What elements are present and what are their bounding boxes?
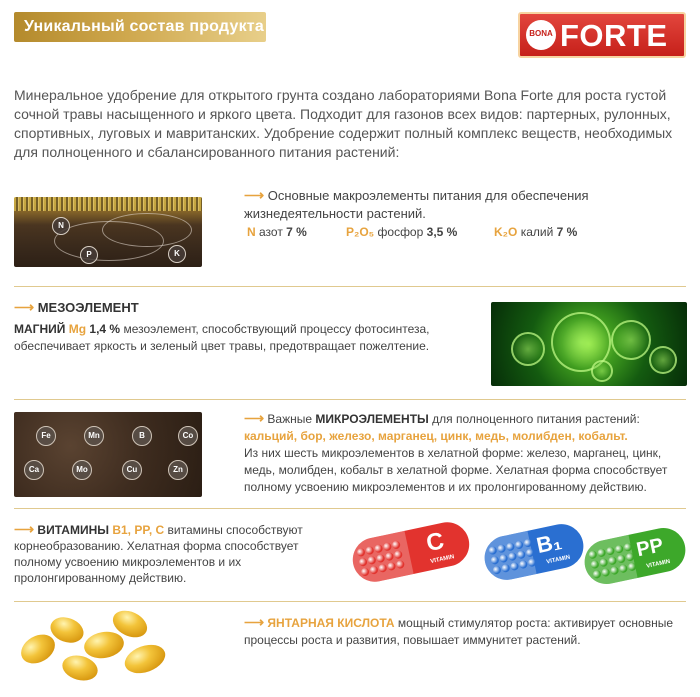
micro-node: B xyxy=(132,426,152,446)
section-divider xyxy=(14,601,686,602)
element-percent: 7 % xyxy=(556,225,578,239)
capsule-label: B₁ xyxy=(534,528,564,559)
capsule-label: C xyxy=(423,527,447,558)
cell-shape xyxy=(591,360,613,382)
meso-percent: 1,4 % xyxy=(89,322,121,336)
vitamins-text: витамины способствуют корнеобразованию. Хелатная форма способствует полному усвоению микроэлементов и их пролонгированному действию. xyxy=(14,523,303,585)
amber-capsule xyxy=(82,629,126,662)
element-percent: 3,5 % xyxy=(426,225,458,239)
micro-node: Zn xyxy=(168,460,188,480)
orbit-ring xyxy=(102,213,192,247)
amber-bold: ЯНТАРНАЯ КИСЛОТА xyxy=(267,616,395,630)
element-symbol: N xyxy=(247,225,256,239)
section-divider xyxy=(14,508,686,509)
capsule-vitamin-text: VITAMIN xyxy=(645,558,671,570)
capsule-vitamin-text: VITAMIN xyxy=(429,554,455,566)
meso-name: МАГНИЙ xyxy=(14,322,66,336)
section-divider xyxy=(14,286,686,287)
logo-forte-text: FORTE xyxy=(560,18,668,53)
section-divider xyxy=(14,399,686,400)
element-name: калий xyxy=(520,225,554,239)
vitamins-bold: ВИТАМИНЫ xyxy=(37,523,109,537)
cell-shape xyxy=(511,332,545,366)
arrow-icon: ⟶ xyxy=(244,187,265,203)
micro-list: кальций, бор, железо, марганец, цинк, медь, молибден, кобальт. xyxy=(244,429,628,443)
macro-heading-text: Основные макроэлементы питания для обеспечения жизнедеятельности растений. xyxy=(244,188,589,221)
logo-bona-text: BONA xyxy=(529,29,553,38)
element-symbol: K₂O xyxy=(494,225,518,239)
grass-strip xyxy=(14,197,202,211)
meso-body xyxy=(14,321,476,355)
soil-micro-image xyxy=(14,412,202,497)
vitamins-list: B1, PP, C xyxy=(112,523,165,537)
micro-node: Mo xyxy=(72,460,92,480)
bona-forte-logo xyxy=(518,12,686,58)
arrow-icon: ⟶ xyxy=(244,410,265,426)
macro-heading xyxy=(244,186,688,223)
capsule-bead xyxy=(525,548,534,557)
arrow-icon: ⟶ xyxy=(244,614,265,630)
amber-text: мощный стимулятор роста: активирует основные процессы роста и развития, повышает иммунитет растений. xyxy=(244,616,674,647)
micro-heading xyxy=(244,410,690,428)
capsule-bead xyxy=(523,538,532,547)
meso-title-text: МЕЗОЭЛЕМЕНТ xyxy=(37,300,139,315)
arrow-icon: ⟶ xyxy=(14,299,35,315)
micro-post: для полноценного питания растений: xyxy=(432,412,640,426)
element-name: азот xyxy=(259,225,283,239)
amber-acid-block xyxy=(244,614,690,649)
section-header-title: Уникальный состав продукта xyxy=(24,18,264,35)
vitamin-pp-capsule xyxy=(581,524,690,588)
macro-element-p xyxy=(346,225,457,239)
nutrient-node-p: P xyxy=(80,246,98,264)
vitamins-block xyxy=(14,521,344,586)
micro-node: Mn xyxy=(84,426,104,446)
cell-shape xyxy=(649,346,677,374)
section-header-banner xyxy=(14,12,266,42)
vitamin-b1-capsule xyxy=(481,520,588,584)
element-symbol: P₂O₅ xyxy=(346,225,375,239)
micro-block xyxy=(244,410,690,496)
vitamin-c-capsule xyxy=(349,518,474,586)
arrow-icon: ⟶ xyxy=(14,521,35,537)
capsule-label: PP xyxy=(634,534,666,562)
soil-roots-image xyxy=(14,197,202,267)
intro-paragraph: Минеральное удобрение для открытого грунта создано лабораториями Bona Forte для роста густой сочной травы насыщенного и яркого цвета. Подходит для газонов всех видов: партерных, рулонных, спортивных, луговых и мавританских. Удобрение содержит полный комплекс веществ, необходимых для полноценного и сбалансированного питания растений: xyxy=(14,87,673,160)
meso-symbol: Mg xyxy=(68,322,87,336)
macro-element-n xyxy=(247,225,307,239)
element-name: фосфор xyxy=(377,225,424,239)
capsule-vitamin-text: VITAMIN xyxy=(545,554,571,566)
micro-node: Co xyxy=(178,426,198,446)
element-percent: 7 % xyxy=(286,225,307,239)
micro-node: Ca xyxy=(24,460,44,480)
cell-shape xyxy=(611,320,651,360)
meso-title xyxy=(14,299,139,316)
green-cells-image xyxy=(491,302,687,386)
nutrient-node-k: K xyxy=(168,245,186,263)
meso-text: мезоэлемент, способствующий процессу фотосинтеза, обеспечивает яркость и зеленый цвет травы, предотвращает пожелтение. xyxy=(14,322,430,353)
micro-text: Из них шесть микроэлементов в хелатной форме: железо, марганец, цинк, медь, молибден, кобальт в хелатной форме. Хелатная форма способствует полному усвоению микроэлементов и их пролонгированному действию. xyxy=(244,446,668,494)
micro-node: Cu xyxy=(122,460,142,480)
micro-pre: Важные xyxy=(267,412,313,426)
micro-bold: МИКРОЭЛЕМЕНТЫ xyxy=(315,412,429,426)
micro-node: Fe xyxy=(36,426,56,446)
nutrient-node-n: N xyxy=(52,217,70,235)
macro-element-k xyxy=(494,225,577,239)
amber-capsule xyxy=(121,640,169,679)
capsule-bead xyxy=(527,558,536,567)
